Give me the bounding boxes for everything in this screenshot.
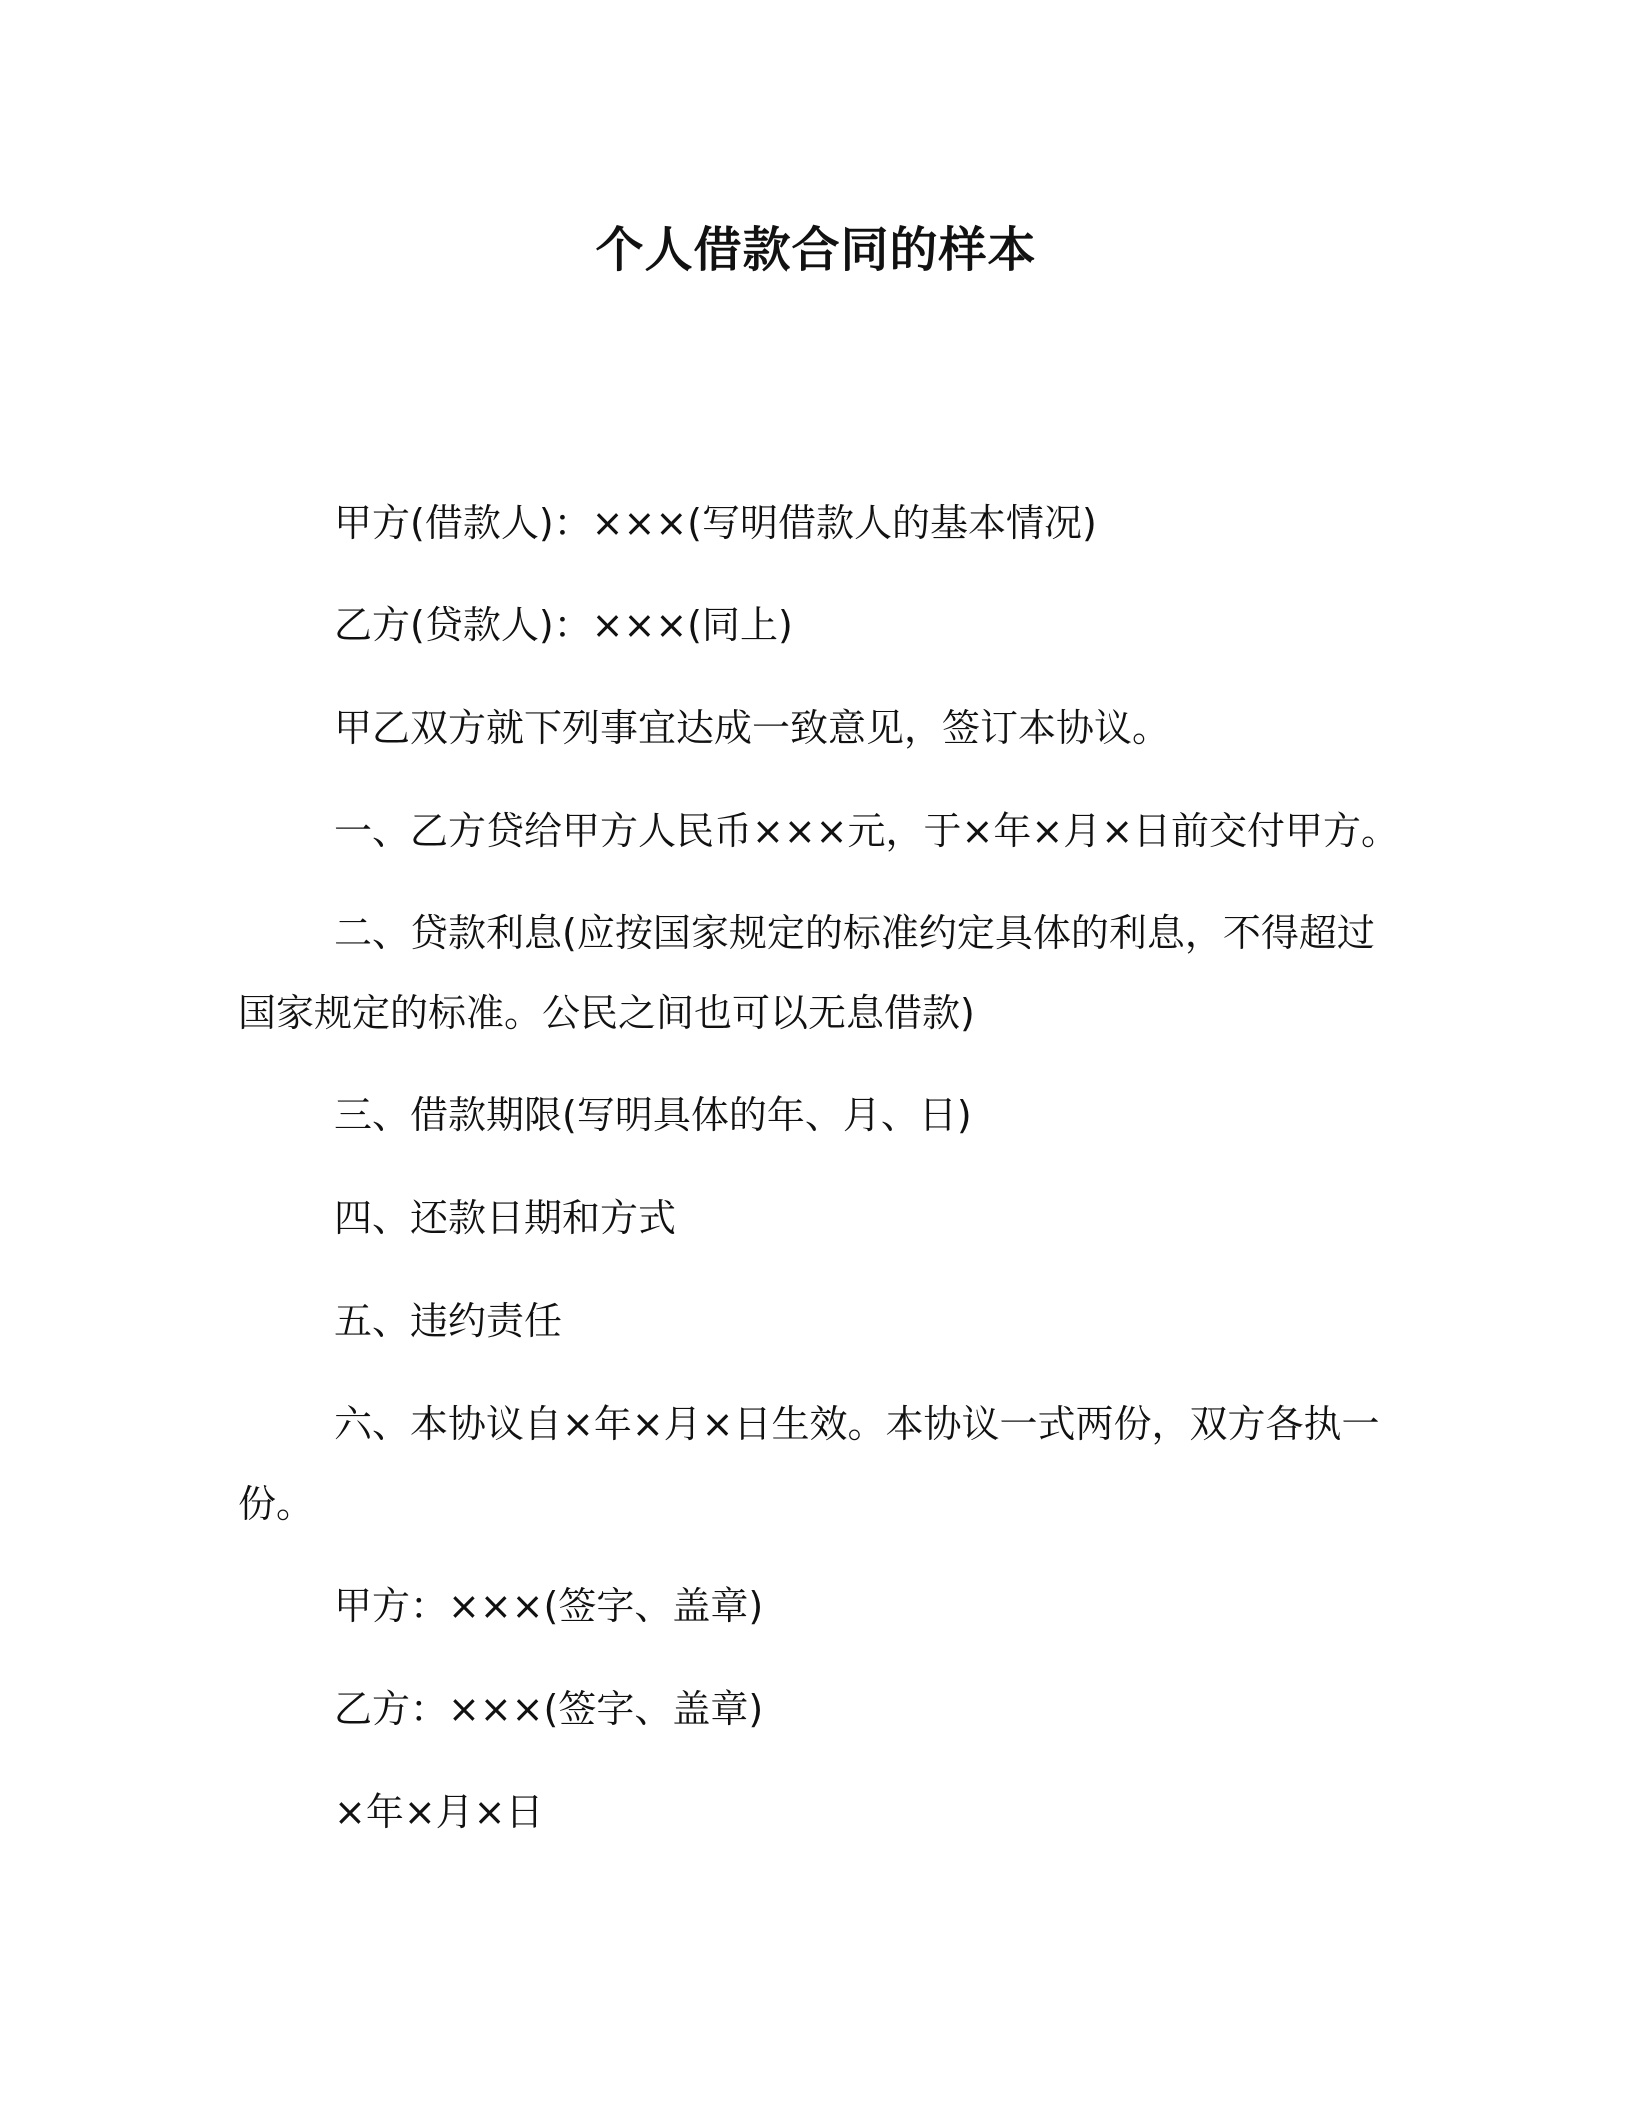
agreement-intro: 甲乙双方就下列事宜达成一致意见，签订本协议。 — [334, 706, 1171, 750]
clause-5-breach: 五、违约责任 — [334, 1299, 563, 1343]
party-a-borrower: 甲方(借款人)：×××(写明借款人的基本情况) — [334, 501, 1097, 545]
signing-date: ×年×月×日 — [334, 1790, 544, 1834]
clause-6-effective: 六、本协议自×年×月×日生效。本协议一式两份，双方各执一份。 — [238, 1402, 1380, 1526]
party-b-lender: 乙方(贷款人)：×××(同上) — [334, 603, 793, 647]
signature-party-a: 甲方：×××(签字、盖章) — [334, 1584, 764, 1628]
signature-party-b: 乙方：×××(签字、盖章) — [334, 1687, 764, 1731]
clause-2-interest: 二、贷款利息(应按国家规定的标准约定具体的利息，不得超过国家规定的标准。公民之间也可以无息借款) — [238, 911, 1375, 1035]
clause-4-repayment: 四、还款日期和方式 — [334, 1196, 677, 1240]
document-title: 个人借款合同的样本 — [595, 222, 1037, 278]
clause-1-loan-amount: 一、乙方贷给甲方人民币×××元，于×年×月×日前交付甲方。 — [334, 809, 1400, 853]
clause-3-term: 三、借款期限(写明具体的年、月、日) — [334, 1093, 972, 1137]
